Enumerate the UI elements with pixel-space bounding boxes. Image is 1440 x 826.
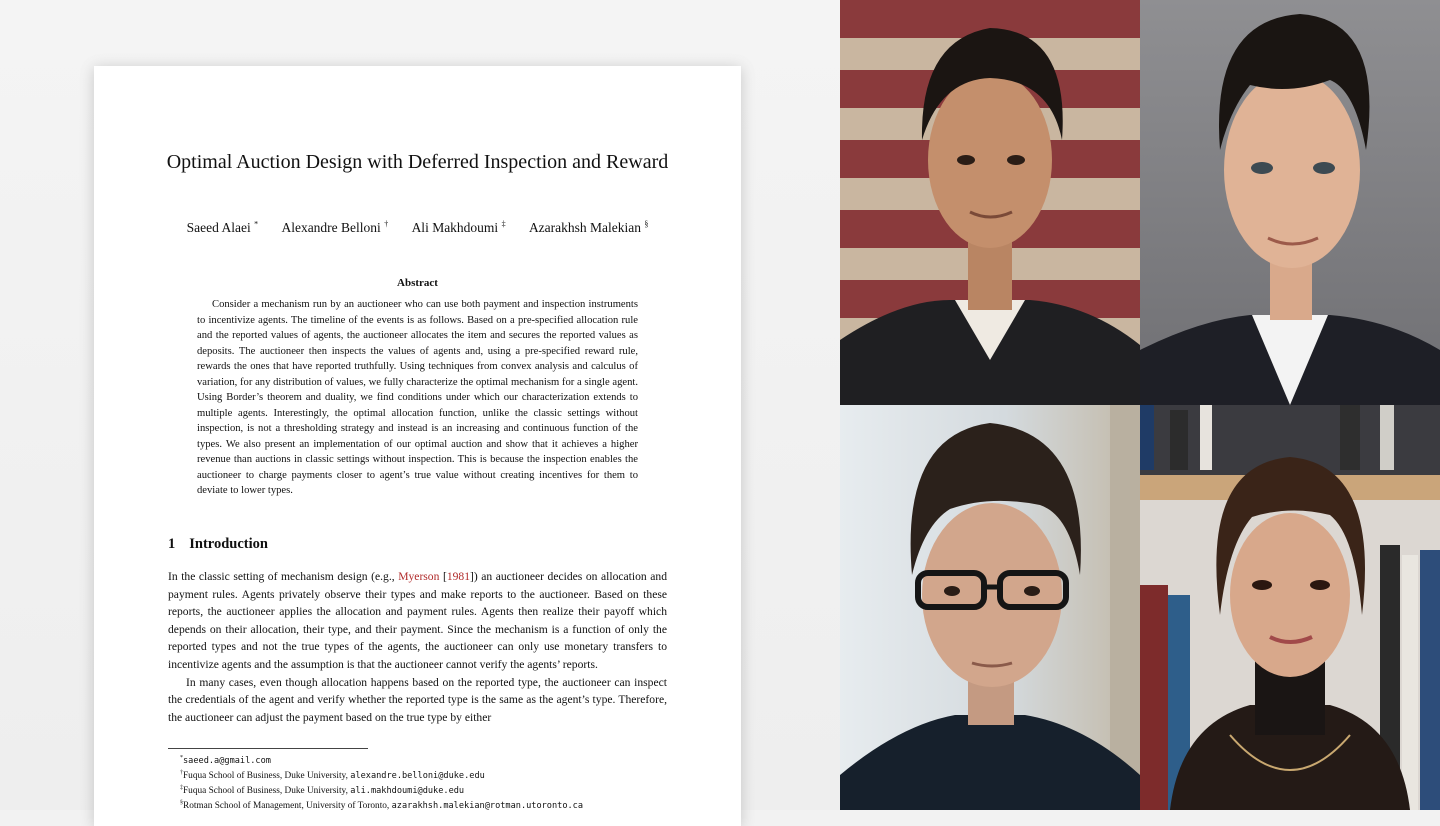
author: Ali Makhdoumi ‡ bbox=[411, 219, 506, 235]
author: Saeed Alaei * bbox=[186, 219, 259, 235]
portrait-photo-2 bbox=[1140, 0, 1440, 405]
introduction-text bbox=[168, 568, 667, 726]
email-link[interactable]: ali.makhdoumi@duke.edu bbox=[350, 786, 465, 797]
footnote: †Fuqua School of Business, Duke University, alexandre.belloni@duke.edu bbox=[180, 770, 485, 782]
footnote: §Rotman School of Management, University of Toronto, azarakhsh.malekian@rotman.utoronto.ca bbox=[180, 800, 584, 812]
email-link[interactable]: azarakhsh.malekian@rotman.utoronto.ca bbox=[391, 801, 584, 812]
section-number: 1 bbox=[168, 536, 176, 552]
footnotes bbox=[180, 752, 583, 812]
author: Alexandre Belloni † bbox=[281, 219, 389, 235]
portrait-photo-4 bbox=[1140, 405, 1440, 810]
citation-year-link[interactable]: 1981 bbox=[446, 570, 470, 583]
footnote: ‡Fuqua School of Business, Duke University, ali.makhdoumi@duke.edu bbox=[180, 785, 465, 797]
email-link[interactable]: alexandre.belloni@duke.edu bbox=[350, 771, 485, 782]
author-list bbox=[94, 219, 741, 236]
section-heading bbox=[168, 536, 268, 553]
footnote: *saeed.a@gmail.com bbox=[180, 755, 271, 767]
portrait-photo-1 bbox=[840, 0, 1140, 405]
abstract-text: Consider a mechanism run by an auctioneer who can use both payment and inspection instruments to incentivize agents. The timeline of the events is as follows. Based on a pre-specified allocation rule and the reported values of agents, the auctioneer allocates the item and secures the reported values as deposits. The auctioneer then inspects the values of agents and, using a pre-specified reward rule, rewards the ones that have reported truthfully. Using techniques from convex analysis and calculus of variation, for any distribution of values, we fully characterize the optimal mechanism for a single agent. Using Border’s theorem and duality, we find conditions under which our characterization extends to multiple agents. Interestingly, the optimal allocation function, unlike the classic settings without inspection, is not a thresholding strategy and instead is an increasing and continuous function of the types. We also present an implementation of our optimal auction and show that it achieves a higher revenue than auctions in classic settings without inspection. This is because the inspection enables the auctioneer to charge payments closer to agent’s true value without creating incentives for them to deviate to lower types. bbox=[197, 299, 638, 496]
paper-title: Optimal Auction Design with Deferred Inspection and Reward bbox=[166, 151, 669, 173]
paragraph: In many cases, even though allocation happens based on the reported type, the auctioneer can inspect the credentials of the agent and verify whether the reported type is the same as the agent’s type. Therefore, the auctioneer can adjust the payment based on the true type by either bbox=[168, 675, 667, 724]
email-link[interactable]: saeed.a@gmail.com bbox=[183, 756, 271, 767]
portrait-photo-3 bbox=[840, 405, 1140, 810]
paper-page bbox=[94, 66, 741, 826]
citation-link[interactable]: Myerson bbox=[398, 570, 440, 583]
footnote-rule bbox=[168, 748, 368, 749]
abstract-heading: Abstract bbox=[397, 277, 438, 289]
author: Azarakhsh Malekian § bbox=[528, 219, 649, 235]
paragraph: In the classic setting of mechanism design (e.g., Myerson [1981]) an auctioneer decides on allocation and payment rules. Agents privately observe their types and make reports to the auctioneer. Based on these reports, the auctioneer applies the allocation and payment rules. Agents then realize their payoff which depends on their allocation, their type, and their payment. Since the mechanism is a function of only the reported types and not the true types of the agents, the auctioneer can only use monetary transfers to incentivize agents and the assumption is that the auctioneer cannot verify the agents’ reports. bbox=[168, 570, 667, 671]
section-title: Introduction bbox=[189, 536, 268, 552]
